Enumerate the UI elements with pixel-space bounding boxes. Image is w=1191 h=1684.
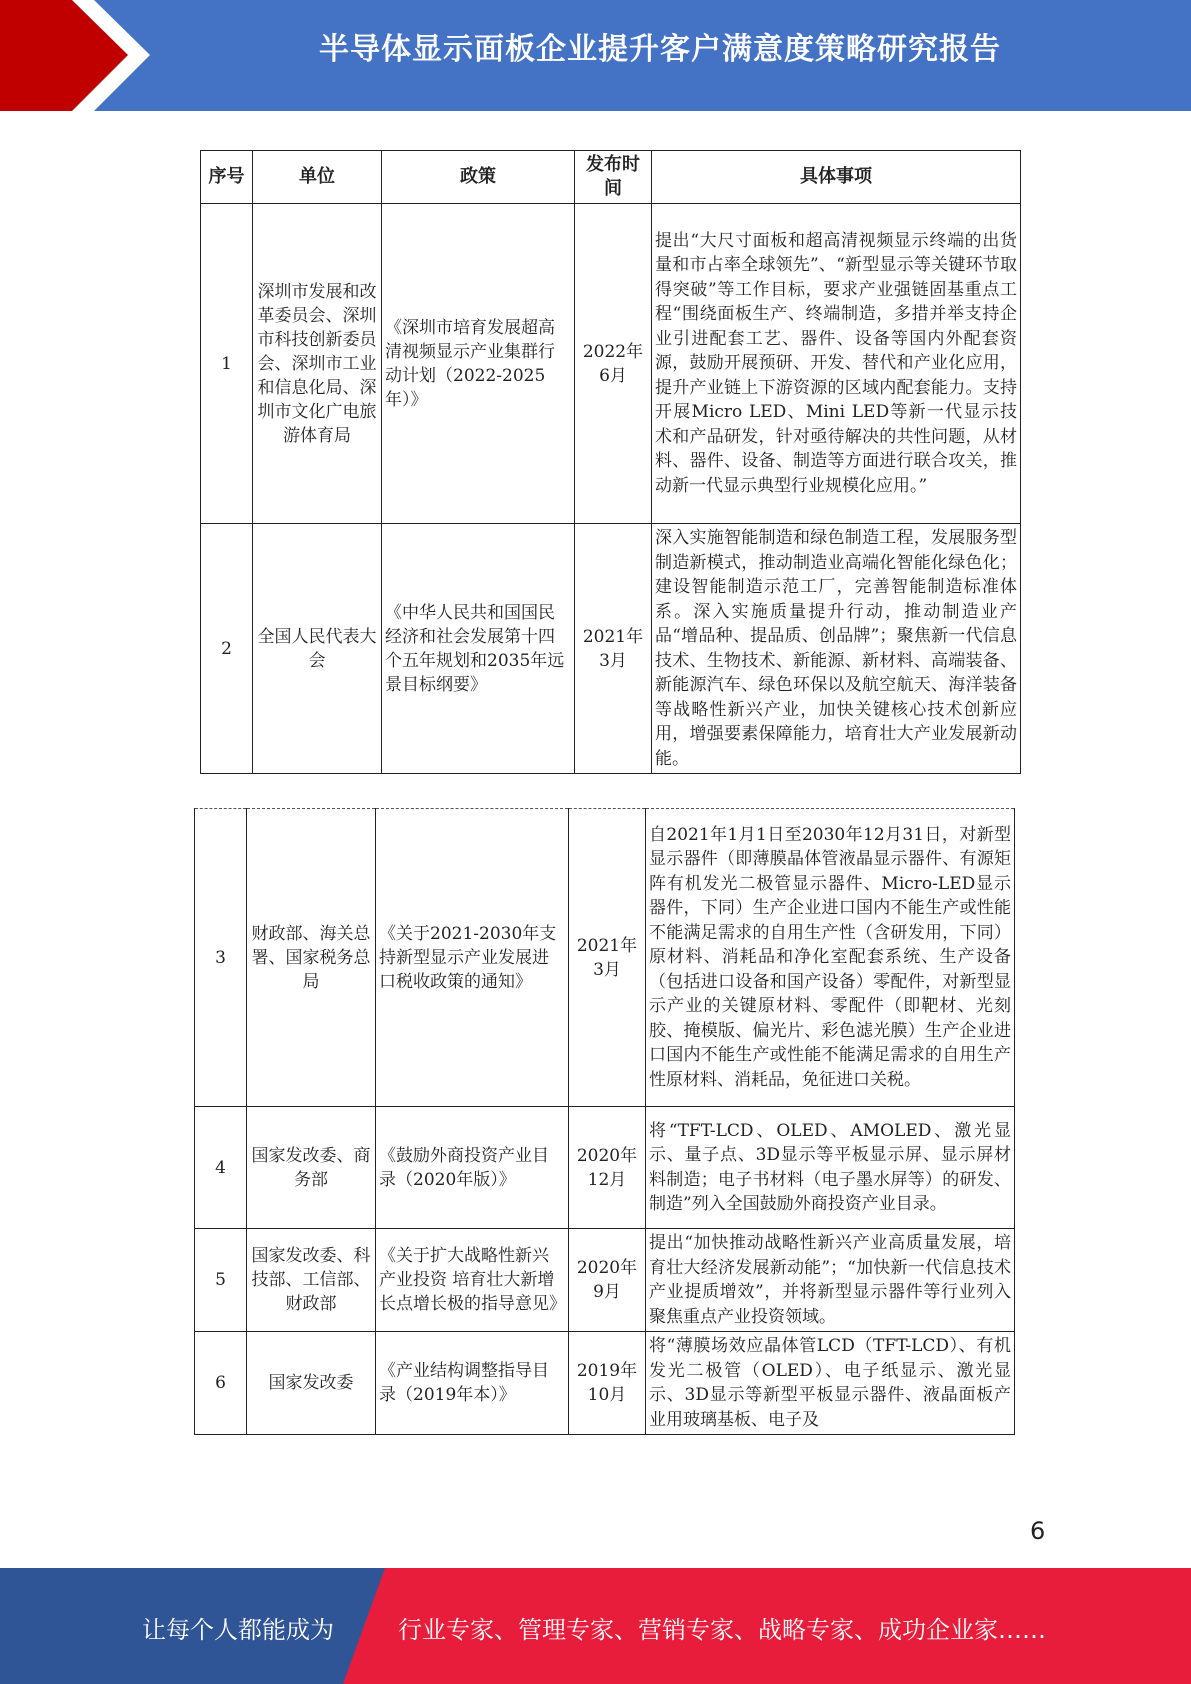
row-detail: 提出“加快推动战略性新兴产业高质量发展，培育壮大经济发展新动能”；“加快新一代信息技术产业提质增效”，并将新型显示器件等行业列入聚焦重点产业投资领域。	[646, 1229, 1015, 1332]
footer-slogan-left: 让每个人都能成为	[142, 1616, 334, 1644]
table-row	[195, 809, 1015, 1107]
header-time: 发布时间	[575, 151, 652, 204]
table-row	[201, 524, 1021, 774]
row-time: 2021年3月	[569, 809, 646, 1107]
row-policy: 《关于扩大战略性新兴产业投资 培育壮大新增长点增长极的指导意见》	[376, 1229, 569, 1332]
row-no: 5	[195, 1229, 247, 1332]
header-detail: 具体事项	[652, 151, 1021, 204]
table-row	[195, 1229, 1015, 1332]
row-detail: 自2021年1月1日至2030年12月31日，对新型显示器件（即薄膜晶体管液晶显示器件、有源矩阵有机发光二极管显示器件、Micro-LED显示器件，下同）生产企业进口国内不能生产或性能不能满足需求的自用生产性（含研发用，下同）原材料、消耗品和净化室配套系统、生产设备（包括进口设备和国产设备）零配件，对新型显示产业的关键原材料、零配件（即靶材、光刻胶、掩模版、偏光片、彩色滤光膜）生产企业进口国内不能生产或性能不能满足需求的自用生产性原材料、消耗品，免征进口关税。	[646, 809, 1015, 1107]
row-time: 2021年3月	[575, 524, 652, 774]
report-title: 半导体显示面板企业提升客户满意度策略研究报告	[319, 32, 1001, 67]
row-detail: 将“TFT-LCD、OLED、AMOLED、激光显示、量子点、3D显示等平板显示屏、显示屏材料制造；电子书材料（电子墨水屏等）的研发、制造”列入全国鼓励外商投资产业目录。	[646, 1107, 1015, 1229]
row-unit: 深圳市发展和改革委员会、深圳市科技创新委员会、深圳市工业和信息化局、深圳市文化广电旅游体育局	[253, 204, 382, 524]
row-detail: 提出“大尺寸面板和超高清视频显示终端的出货量和市占率全球领先”、“新型显示等关键环节取得突破”等工作目标，要求产业强链固基重点工程“围绕面板生产、终端制造，多措并举支持企业引进配套工艺、器件、设备等国内外配套资源，鼓励开展预研、开发、替代和产业化应用，提升产业链上下游资源的区域内配套能力。支持开展Micro LED、Mini LED等新一代显示技术和产品研发，针对亟待解决的共性问题，从材料、器件、设备、制造等方面进行联合攻关，推动新一代显示典型行业规模化应用。”	[652, 204, 1021, 524]
policy-table-part-2	[194, 808, 1015, 1435]
row-time: 2022年6月	[575, 204, 652, 524]
policy-table-part-1	[200, 150, 1021, 774]
footer-slogan-right: 行业专家、管理专家、营销专家、战略专家、成功企业家……	[398, 1616, 1046, 1644]
row-no: 2	[201, 524, 253, 774]
row-time: 2020年12月	[569, 1107, 646, 1229]
row-policy: 《产业结构调整指导目录（2019年本）》	[376, 1332, 569, 1435]
row-unit: 国家发改委、商务部	[247, 1107, 376, 1229]
table-row	[195, 1107, 1015, 1229]
row-time: 2019年10月	[569, 1332, 646, 1435]
table-row	[195, 1332, 1015, 1435]
row-time: 2020年9月	[569, 1229, 646, 1332]
row-unit: 财政部、海关总署、国家税务总局	[247, 809, 376, 1107]
row-policy: 《中华人民共和国国民经济和社会发展第十四个五年规划和2035年远景目标纲要》	[382, 524, 575, 774]
row-detail: 将“薄膜场效应晶体管LCD（TFT-LCD）、有机发光二极管（OLED）、电子纸显示、激光显示、3D显示等新型平板显示器件、液晶面板产业用玻璃基板、电子及	[646, 1332, 1015, 1435]
header-unit: 单位	[253, 151, 382, 204]
row-no: 3	[195, 809, 247, 1107]
row-detail: 深入实施智能制造和绿色制造工程，发展服务型制造新模式，推动制造业高端化智能化绿色化；建设智能制造示范工厂，完善智能制造标准体系。深入实施质量提升行动，推动制造业产品“增品种、提品质、创品牌”；聚焦新一代信息技术、生物技术、新能源、新材料、高端装备、新能源汽车、绿色环保以及航空航天、海洋装备等战略性新兴产业，加快关键核心技术创新应用，增强要素保障能力，培育壮大产业发展新动能。	[652, 524, 1021, 774]
row-unit: 全国人民代表大会	[253, 524, 382, 774]
page-number: 6	[1030, 1517, 1046, 1545]
row-unit: 国家发改委	[247, 1332, 376, 1435]
row-policy: 《鼓励外商投资产业目录（2020年版）》	[376, 1107, 569, 1229]
table-row	[201, 204, 1021, 524]
table-header-row	[201, 151, 1021, 204]
row-no: 6	[195, 1332, 247, 1435]
row-unit: 国家发改委、科技部、工信部、财政部	[247, 1229, 376, 1332]
header-policy: 政策	[382, 151, 575, 204]
header-no: 序号	[201, 151, 253, 204]
row-no: 1	[201, 204, 253, 524]
row-no: 4	[195, 1107, 247, 1229]
row-policy: 《关于2021-2030年支持新型显示产业发展进口税收政策的通知》	[376, 809, 569, 1107]
row-policy: 《深圳市培育发展超高清视频显示产业集群行动计划（2022-2025年）》	[382, 204, 575, 524]
